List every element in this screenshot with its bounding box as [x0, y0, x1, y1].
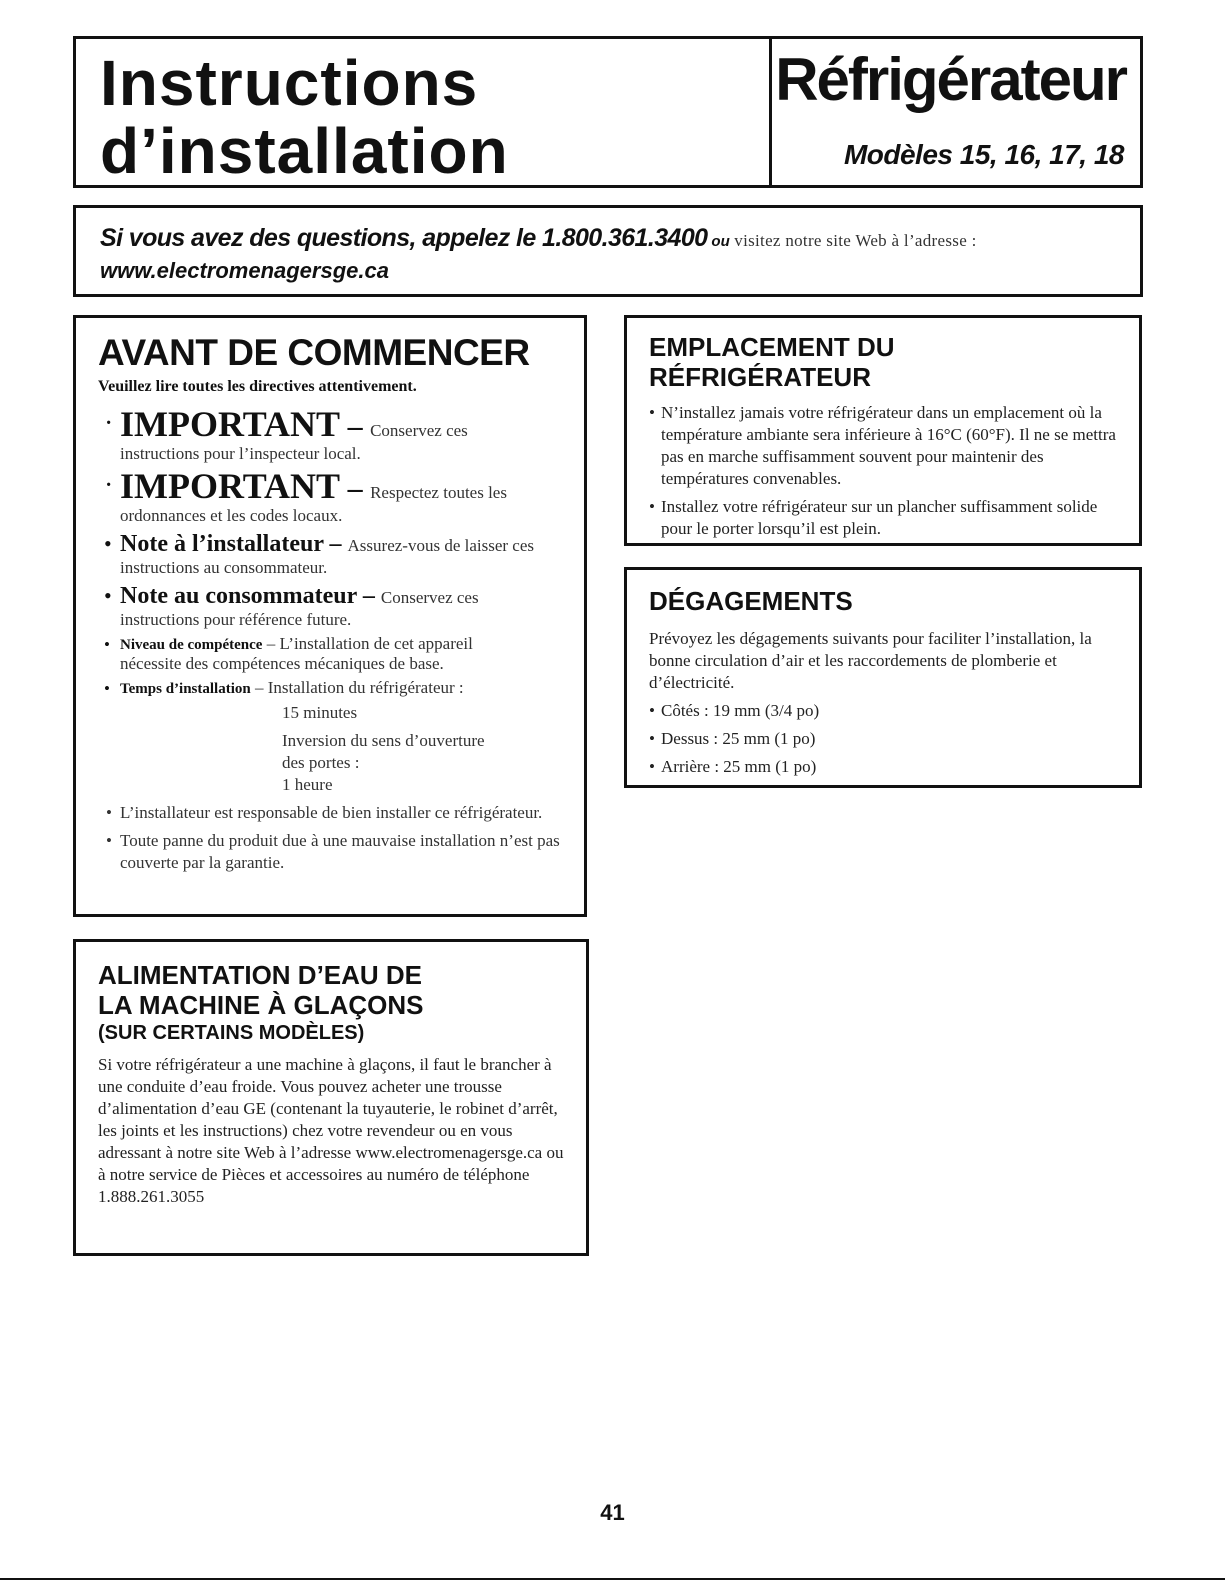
- list-item: [98, 530, 562, 578]
- contact-ou: ou: [711, 233, 730, 250]
- section-heading: DÉGAGEMENTS: [649, 586, 853, 616]
- time-line: des portes :: [282, 753, 360, 772]
- list-item: [98, 406, 562, 464]
- list-item: [98, 634, 562, 674]
- bullet-icon: •: [106, 831, 112, 850]
- section-emplacement: [624, 315, 1142, 546]
- item-text: Installez votre réfrigérateur sur un plancher suffisamment solide pour le porter lorsqu’il est plein.: [661, 497, 1098, 538]
- section-body: Si votre réfrigérateur a une machine à glaçons, il faut le brancher à une conduite d’eau froide. Vous pouvez acheter une trousse d’alimentation d’eau GE (contenant la tuyauterie, le robinet d’arrêt, les joints et les instructions) chez votre revendeur ou en vous adressant à notre site Web à l’adresse www.electromenagersge.ca ou à notre service de Pièces et accessoires au numéro de téléphone 1.888.261.3055: [98, 1055, 564, 1206]
- section-heading: EMPLACEMENT DU RÉFRIGÉRATEUR: [649, 332, 895, 392]
- bottom-divider: [0, 1578, 1225, 1580]
- list-item: [98, 802, 562, 824]
- section-heading-line-1: ALIMENTATION D’EAU DE: [98, 960, 423, 990]
- bullet-icon: •: [104, 635, 110, 654]
- item-text: Dessus : 25 mm (1 po): [661, 729, 816, 748]
- product-title: Réfrigérateur: [775, 46, 1126, 113]
- list-item: [98, 830, 562, 874]
- list-item: [649, 496, 1117, 540]
- bullet-icon: •: [104, 531, 112, 556]
- list-item: [98, 678, 562, 698]
- item-text: N’installez jamais votre réfrigérateur dans un emplacement où la température ambiante sera inférieure à 16°C (60°F). Il ne se mettra pas en marche suffisamment souvent pour maintenir des températures convenables.: [661, 403, 1116, 488]
- page-number: 41: [600, 1500, 625, 1525]
- contact-url-link[interactable]: www.electromenagersge.ca: [100, 258, 389, 283]
- list-item: [98, 468, 562, 526]
- contact-visit: visitez notre site Web à l’adresse :: [729, 231, 977, 250]
- bullet-icon: •: [104, 583, 112, 608]
- item-lead: Conservez ces: [380, 588, 479, 607]
- item-lead: Installation du réfrigérateur :: [267, 678, 464, 697]
- bullet-icon: •: [104, 679, 110, 698]
- item-text: Toute panne du produit due à une mauvaise installation n’est pas couverte par la garantie.: [120, 831, 560, 872]
- title-line-1: Instructions: [100, 47, 479, 119]
- contact-line: [100, 222, 1116, 258]
- item-continuation: instructions au consommateur.: [120, 558, 328, 577]
- time-line: 15 minutes: [282, 703, 358, 722]
- item-text: Arrière : 25 mm (1 po): [661, 757, 817, 776]
- page-header: [73, 36, 1143, 188]
- section-avant-de-commencer: [73, 315, 587, 917]
- bullet-icon: •: [106, 803, 112, 822]
- section-intro: Prévoyez les dégagements suivants pour faciliter l’installation, la bonne circulation d’air et les raccordements de plomberie et d’électricité.: [649, 629, 1092, 692]
- bullet-icon: •: [649, 701, 655, 720]
- list-item: [649, 756, 1117, 778]
- item-continuation: instructions pour l’inspecteur local.: [120, 444, 361, 463]
- item-label: Temps d’installation: [120, 681, 251, 697]
- item-label: Note au consommateur: [120, 583, 357, 609]
- title-block: [76, 39, 772, 185]
- list-item: [649, 728, 1117, 750]
- section-heading: AVANT DE COMMENCER: [98, 332, 530, 373]
- section-intro: Veuillez lire toutes les directives attentivement.: [98, 378, 417, 395]
- section-heading-line-2: LA MACHINE À GLAÇONS: [98, 990, 424, 1020]
- item-label: Note à l’installateur: [120, 531, 324, 557]
- item-continuation: instructions pour référence future.: [120, 610, 352, 629]
- emplacement-list: [649, 402, 1117, 540]
- contact-box: [73, 205, 1143, 297]
- product-block: [772, 39, 1140, 185]
- bullet-icon: •: [649, 757, 655, 776]
- list-item: [98, 582, 562, 630]
- bullet-icon: •: [649, 403, 655, 422]
- item-dash: –: [250, 678, 268, 697]
- item-text: L’installateur est responsable de bien installer ce réfrigérateur.: [120, 803, 543, 822]
- item-text: Côtés : 19 mm (3/4 po): [661, 701, 820, 720]
- item-continuation: nécessite des compétences mécaniques de base.: [120, 654, 444, 673]
- time-details: [98, 702, 562, 796]
- models-label: Modèles 15, 16, 17, 18: [843, 139, 1124, 170]
- section-degagements: [624, 567, 1142, 788]
- bullet-icon: •: [649, 729, 655, 748]
- clearance-list: [649, 700, 1117, 778]
- bullet-icon: ·: [104, 408, 114, 439]
- item-dash: –: [262, 634, 280, 653]
- item-dash: –: [340, 472, 371, 505]
- bullet-icon: ·: [104, 470, 114, 501]
- item-continuation: ordonnances et les codes locaux.: [120, 506, 343, 525]
- item-label: IMPORTANT: [120, 466, 341, 506]
- time-line: 1 heure: [282, 775, 333, 794]
- time-line: Inversion du sens d’ouverture: [282, 731, 485, 750]
- section-subheading: (SUR CERTAINS MODÈLES): [98, 1022, 365, 1044]
- item-dash: –: [340, 410, 371, 443]
- item-lead: Assurez-vous de laisser ces: [347, 536, 534, 555]
- item-dash: –: [356, 583, 381, 609]
- item-lead: Respectez toutes les: [370, 483, 507, 502]
- list-item: [649, 700, 1117, 722]
- item-label: IMPORTANT: [120, 404, 341, 444]
- contact-question: Si vous avez des questions, appelez le 1.800.361.3400: [100, 224, 708, 252]
- item-label: Niveau de compétence: [120, 637, 263, 653]
- item-lead: Conservez ces: [370, 421, 468, 440]
- title-line-2: d’installation: [100, 115, 509, 187]
- item-lead: L’installation de cet appareil: [279, 634, 473, 653]
- section-alimentation: [73, 939, 589, 1256]
- item-dash: –: [323, 531, 348, 557]
- list-item: [649, 402, 1117, 490]
- bullet-icon: •: [649, 497, 655, 516]
